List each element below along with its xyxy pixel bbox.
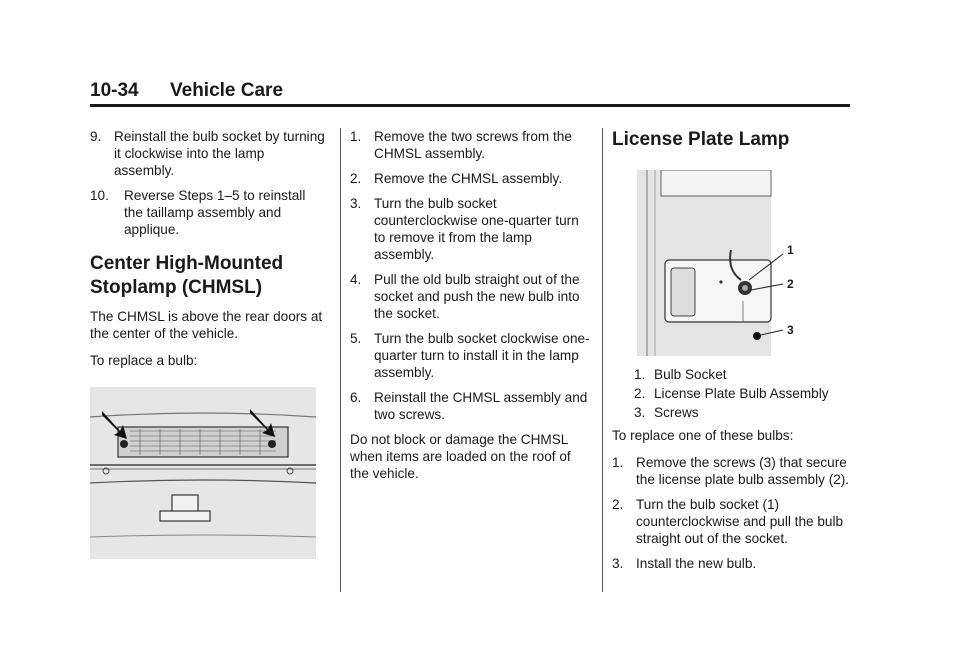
step-text: Reverse Steps 1–5 to reinstall the taillamp assembly and applique. [124,188,306,237]
step-number: 3. [350,196,362,211]
screw-right [268,440,276,448]
step-number: 4. [350,272,362,287]
step-text: Remove the CHMSL assembly. [374,171,563,186]
step-number: 1. [350,129,362,144]
step-number: 6. [350,390,362,405]
step-text: Turn the bulb socket (1) counterclockwise and pull the bulb straight out of the socket. [636,497,844,546]
step-item [350,128,590,162]
step-number: 2. [612,497,624,512]
legend-text: Screws [654,405,699,420]
step-item [350,170,590,187]
legend-text: License Plate Bulb Assembly [654,386,829,401]
legend-item [634,404,860,421]
section-heading-license-plate-lamp: License Plate Lamp [612,129,790,150]
step-number: 1. [612,455,624,470]
legend-item [634,366,860,383]
section-title: Vehicle Care [170,80,284,101]
step-number: 9. [90,129,102,144]
step-number: 2. [350,171,362,186]
chmsl-warning: Do not block or damage the CHMSL when items are loaded on the roof of the vehicle. [350,432,571,481]
step-item [350,330,590,381]
step-number: 3. [612,556,624,571]
legend-number: 3. [634,405,646,420]
step-item [90,187,328,238]
step-text: Reinstall the CHMSL assembly and two screws. [374,390,588,422]
section-heading-chmsl: Center High-Mounted Stoplamp (CHMSL) [90,253,284,298]
screw-left [120,440,128,448]
column-3 [612,128,860,580]
column-divider [602,128,603,592]
legend-number: 2. [634,386,646,401]
step-item [612,496,860,547]
legend-text: Bulb Socket [654,367,727,382]
step-item [350,195,590,263]
column-2 [350,128,590,492]
figure-legend [634,366,860,421]
step-number: 10. [90,188,109,203]
step-item [90,128,328,179]
replace-license-bulb-intro: To replace one of these bulbs: [612,428,794,443]
chmsl-illustration [90,387,316,559]
legend-number: 1. [634,367,646,382]
step-item [612,555,860,572]
callout-1: 1 [787,243,794,257]
step-item [350,389,590,423]
step-text: Install the new bulb. [636,556,757,571]
step-text: Reinstall the bulb socket by turning it clockwise into the lamp assembly. [114,129,325,178]
step-item [350,271,590,322]
replace-bulb-intro: To replace a bulb: [90,353,198,368]
step-text: Pull the old bulb straight out of the socket and push the new bulb into the socket. [374,272,580,321]
header-rule [90,104,850,107]
callout-2: 2 [787,277,794,291]
screw-icon [753,332,761,340]
step-text: Remove the screws (3) that secure the license plate bulb assembly (2). [636,455,850,487]
legend-item [634,385,860,402]
chmsl-description: The CHMSL is above the rear doors at the center of the vehicle. [90,309,323,341]
column-1 [90,128,328,559]
step-text: Turn the bulb socket clockwise one-quarter turn to install it in the lamp assembly. [374,331,590,380]
page-number: 10-34 [90,80,139,101]
step-text: Remove the two screws from the CHMSL assembly. [374,129,572,161]
column-divider [340,128,341,592]
step-number: 5. [350,331,362,346]
callout-3: 3 [787,323,794,337]
license-plate-lamp-illustration [637,170,797,356]
step-item [612,454,860,488]
step-text: Turn the bulb socket counterclockwise one-quarter turn to remove it from the lamp assembly. [374,196,579,262]
